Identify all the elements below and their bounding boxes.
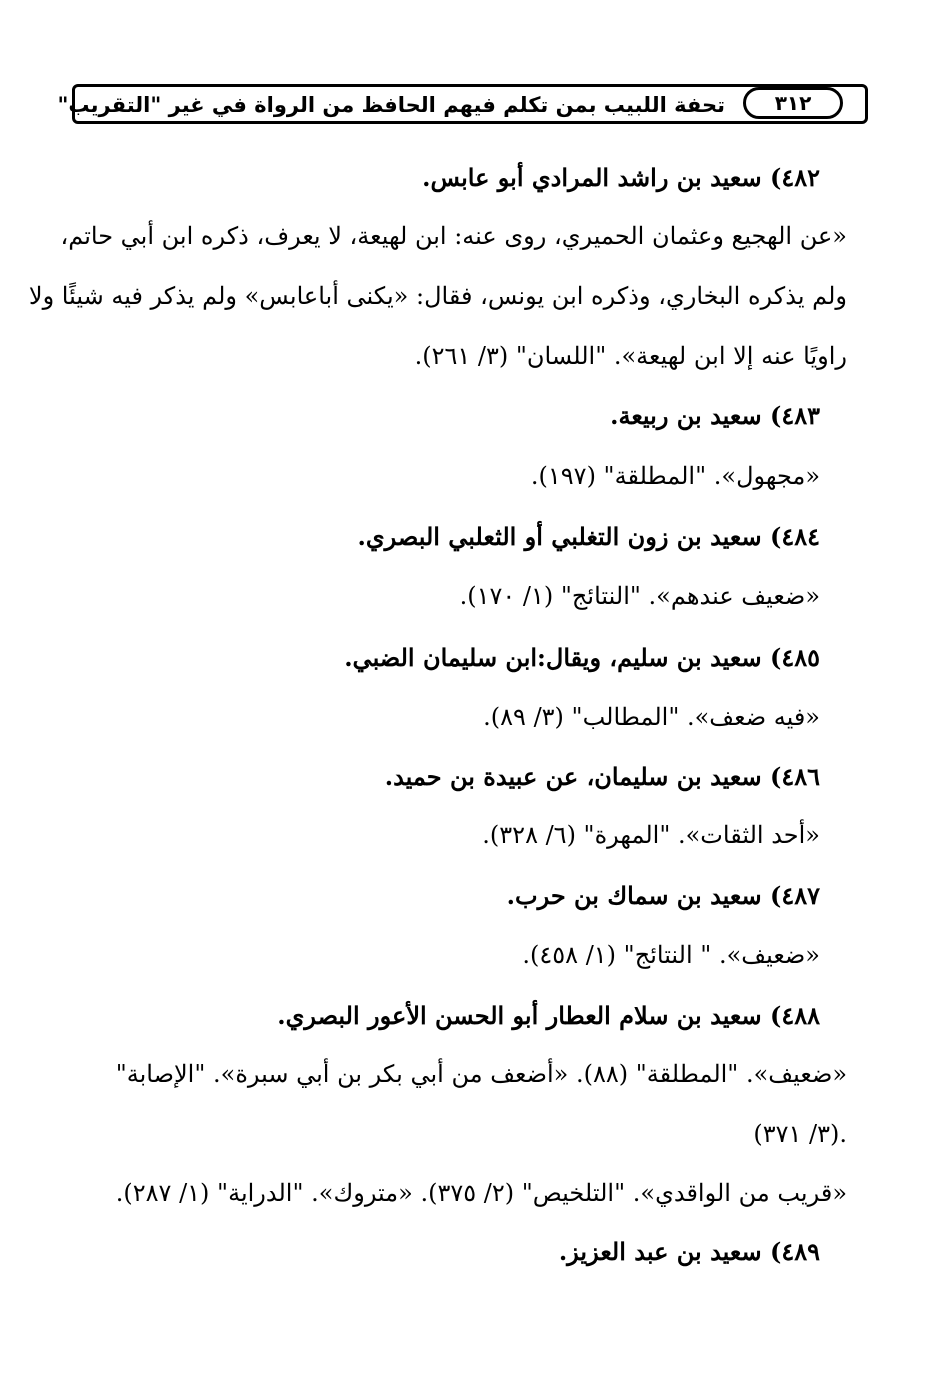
entry-heading-485: ٤٨٥) سعيد بن سليم، ويقال:ابن سليمان الضبي. — [344, 643, 820, 672]
entry-text-line: ولم يذكره البخاري، وذكره ابن يونس، فقال: «يكنى أباعابس» ولم يذكر فيه شيئًا ولا — [28, 282, 847, 310]
entry-text-line: «ضعيف عندهم». "النتائج" (١/ ١٧٠). — [459, 582, 820, 610]
entry-heading-484: ٤٨٤) سعيد بن زون التغلبي أو الثعلبي البصري. — [357, 522, 820, 551]
entry-text-line: «ضعيف». " النتائج" (١/ ٤٥٨). — [522, 941, 820, 969]
entry-heading-487: ٤٨٧) سعيد بن سماك بن حرب. — [506, 881, 820, 910]
entry-text-line: «مجهول». "المطلقة" (١٩٧). — [530, 462, 820, 490]
entry-heading-483: ٤٨٣) سعيد بن ربيعة. — [610, 401, 820, 430]
entry-text-line: «ضعيف». "المطلقة" (٨٨). «أضعف من أبي بكر بن أبي سبرة». "الإصابة" — [115, 1060, 847, 1088]
page-number: ٣١٢ — [743, 87, 843, 119]
entry-text-line: «فيه ضعف». "المطالب" (٣/ ٨٩). — [483, 703, 820, 731]
entry-text-line: «أحد الثقات». "المهرة" (٦/ ٣٢٨). — [482, 821, 820, 849]
running-header — [57, 84, 868, 124]
entry-heading-482: ٤٨٢) سعيد بن راشد المرادي أبو عابس. — [422, 163, 820, 192]
entry-text-line: «قريب من الواقدي». "التلخيص" (٢/ ٣٧٥). «متروك». "الدراية" (١/ ٢٨٧). — [115, 1179, 847, 1207]
entry-text-line: راويًا عنه إلا ابن لهيعة». "اللسان" (٣/ ٢٦١). — [414, 342, 847, 370]
entry-text-line: «عن الهجيع وعثمان الحميري، روى عنه: ابن لهيعة، لا يعرف، ذكره ابن أبي حاتم، — [60, 222, 847, 250]
entry-heading-488: ٤٨٨) سعيد بن سلام العطار أبو الحسن الأعور البصري. — [277, 1001, 820, 1030]
entry-heading-486: ٤٨٦) سعيد بن سليمان، عن عبيدة بن حميد. — [384, 762, 820, 791]
entry-text-line: (٣/ ٣٧١). — [753, 1120, 847, 1148]
entry-heading-489: ٤٨٩) سعيد بن عبد العزيز. — [558, 1237, 820, 1266]
running-title: تحفة اللبيب بمن تكلم فيهم الحافظ من الرواة في غير "التقريب" — [57, 93, 725, 117]
